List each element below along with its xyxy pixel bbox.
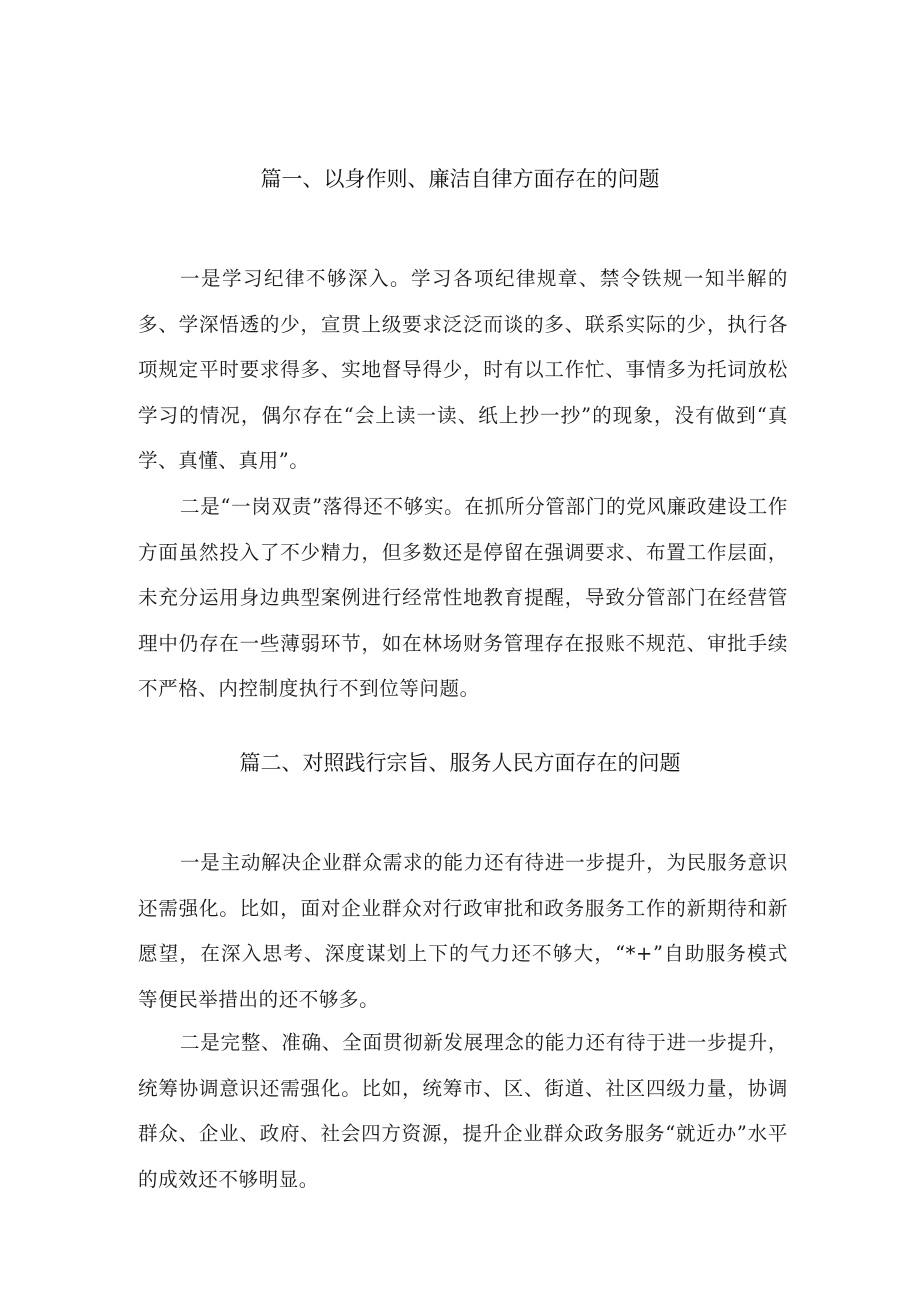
section-2-heading: 篇二、对照践行宗旨、服务人民方面存在的问题 — [239, 751, 681, 775]
section-1-paragraph-1: 一是学习纪律不够深入。学习各项纪律规章、禁令铁规一知半解的多、学深悟透的少，宣贯上级要求泛泛而谈的多、联系实际的少，执行各项规定平时要求得多、实地督导得少，时有以工作忙、事情多为托词放松学习的情况，偶尔存在“会上读一读、纸上抄一抄”的现象，没有做到“真学、真懂、真用”。 — [138, 267, 788, 472]
section-2-paragraph-2: 二是完整、准确、全面贯彻新发展理念的能力还有待于进一步提升，统筹协调意识还需强化。比如，统筹市、区、街道、社区四级力量，协调群众、企业、政府、社会四方资源，提升企业群众政务服务“就近办”水平的成效还不够明显。 — [138, 1031, 788, 1191]
section-1-paragraph-2: 二是“一岗双责”落得还不够实。在抓所分管部门的党风廉政建设工作方面虽然投入了不少精力，但多数还是停留在强调要求、布置工作层面，未充分运用身边典型案例进行经常性地教育提醒，导致分管部门在经营管理中仍存在一些薄弱环节，如在林场财务管理存在报账不规范、审批手续不严格、内控制度执行不到位等问题。 — [138, 495, 788, 700]
section-2-paragraph-1: 一是主动解决企业群众需求的能力还有待进一步提升，为民服务意识还需强化。比如，面对企业群众对行政审批和政务服务工作的新期待和新愿望，在深入思考、深度谋划上下的气力还不够大，“*+”自助服务模式等便民举措出的还不够多。 — [138, 851, 788, 1011]
section-1-heading: 篇一、以身作则、廉洁自律方面存在的问题 — [260, 167, 660, 191]
